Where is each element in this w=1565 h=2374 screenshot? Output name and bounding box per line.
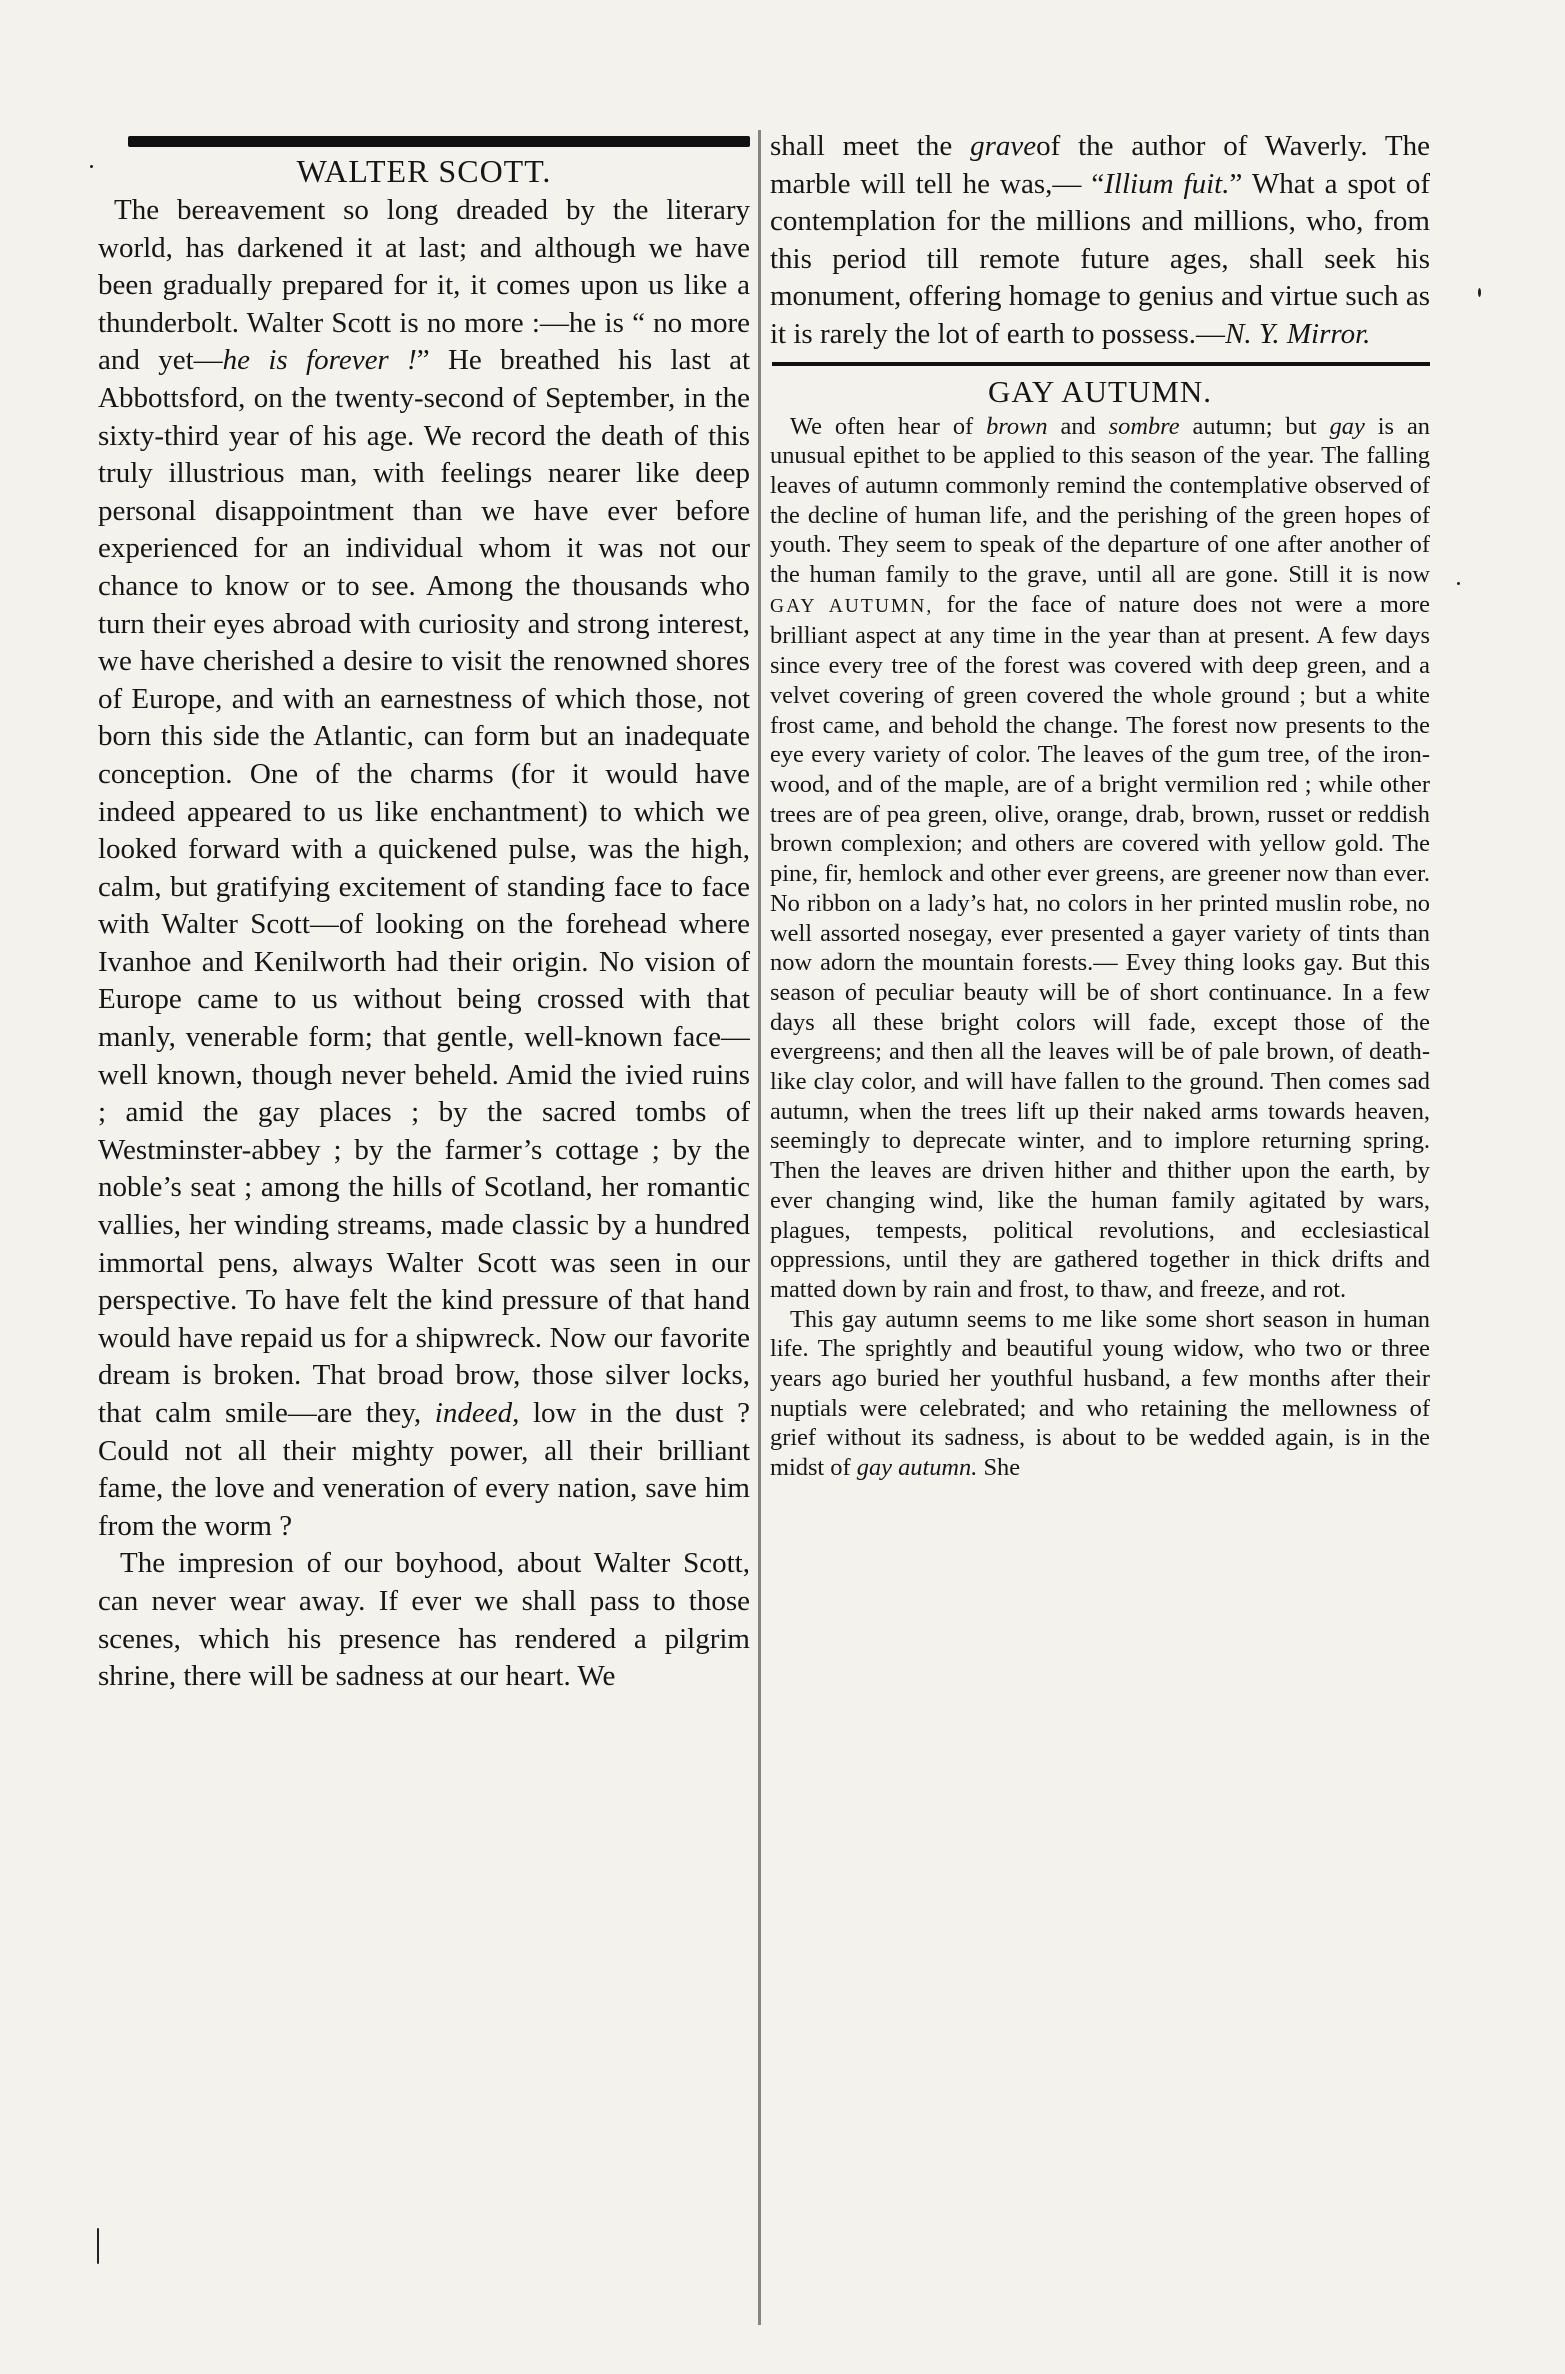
walter-scott-paragraph-2: The impresion of our boyhood, about Walter Scott, can never wear away. If ever we shall pass to those scenes, which his presence has rendered a pilgrim shrine, there will be sadness at our heart. We [98, 1547, 750, 1693]
source-signature: N. Y. Mirror. [1225, 317, 1371, 350]
print-speck [90, 165, 93, 168]
section-rule [772, 362, 1430, 366]
column-divider [758, 130, 761, 2325]
left-column [98, 128, 750, 2328]
gay-autumn-paragraph-2: This gay autumn seems to me like some short season in human life. The sprightly and beautiful young widow, who two or three years ago buried her youthful husband, a few months after their nuptials were celebrated; and who retaining the mellowness of grief without its sadness, is about to be wedded again, is in the midst of gay autumn. She [770, 1305, 1430, 1482]
gay-autumn-paragraph-1: We often hear of brown and sombre autumn; but gay is an unusual epithet to be applied to this season of the year. The falling leaves of autumn commonly remind the contemplative observed of the decline of human life, and the perishing of the green hopes of youth. They seem to speak of the departure of one after another of the human family to the grave, until all are gone. Still it is now GAY AUTUMN, for the face of nature does not were a more brilliant aspect at any time in the year than at present. A few days since every tree of the forest was covered with deep green, and a velvet covering of green covered the whole ground ; but a white frost came, and behold the change. The forest now presents to the eye every variety of color. The leaves of the gum tree, of the iron-wood, and of the maple, are of a bright vermilion red ; while other trees are of pea green, olive, orange, drab, brown, russet or reddish brown complexion; and others are covered with yellow gold. The pine, fir, hemlock and other ever greens, are greener now than ever. No ribbon on a lady’s hat, no colors in her printed muslin robe, no well assorted nosegay, ever presented a gayer variety of tints than now adorn the mountain forests.— Evey thing looks gay. But this season of peculiar beauty will be of short continuance. In a few days all these bright colors will fade, except those of the evergreens; and then all the leaves will be of pale brown, of death-like clay color, and will have fallen to the ground. Then comes sad autumn, when the trees lift up their naked arms towards heaven, seemingly to deprecate winter, and to implore returning spring. Then the leaves are driven hither and thither upon the earth, by ever changing wind, like the human family agitated by wars, plagues, tempests, political revolutions, and ecclesiastical oppressions, until they are gathered together in thick drifts and matted down by rain and frost, to thaw, and freeze, and rot. [770, 412, 1430, 1303]
print-speck [1478, 288, 1481, 297]
article-title-gay-autumn: GAY AUTUMN. [987, 373, 1212, 409]
walter-scott-continuation: shall meet the graveof the author of Waverly. The marble will tell he was,— “Illium fuit.” What a spot of contemplation for the millions and millions, who, from this period till remote future ages, shall seek his monument, offering homage to genius and virtue such as it is rarely the lot of earth to possess.—N. Y. Mirror. [770, 130, 1430, 350]
print-speck [1457, 582, 1460, 585]
right-column [770, 128, 1430, 2328]
walter-scott-paragraph-1: The bereavement so long dreaded by the literary world, has darkened it at last; and although we have been gradually prepared for it, it comes upon us like a thunderbolt. Walter Scott is no more :—he is “ no more and yet—he is forever !” He breathed his last at Abbottsford, on the twenty-second of September, in the sixty-third year of his age. We record the death of this truly illustrious man, with feelings nearer like deep personal disappointment than we have ever before experienced for an individual whom it was not our chance to know or to see. Among the thousands who turn their eyes abroad with curiosity and strong interest, we have cherished a desire to visit the renowned shores of Europe, and with an earnestness of which those, not born this side the Atlantic, can form but an inadequate conception. One of the charms (for it would have indeed appeared to us like enchantment) to which we looked forward with a quickened pulse, was the high, calm, but gratifying excitement of standing face to face with Walter Scott—of looking on the forehead where Ivanhoe and Kenilworth had their origin. No vision of Europe came to us without being crossed with that manly, venerable form; that gentle, well-known face—well known, though never beheld. Amid the ivied ruins ; amid the gay places ; by the sacred tombs of Westminster-abbey ; by the farmer’s cottage ; by the noble’s seat ; among the hills of Scotland, her romantic vallies, her winding streams, made classic by a hundred immortal pens, always Walter Scott was seen in our perspective. To have felt the kind pressure of that hand would have repaid us for a shipwreck. Now our favorite dream is broken. That broad brow, those silver locks, that calm smile—are they, indeed, low in the dust ? Could not all their mighty power, all their brilliant fame, the love and veneration of every nation, save him from the worm ? [98, 194, 750, 1542]
article-title-walter-scott: WALTER SCOTT. [296, 153, 552, 189]
title-rule [128, 136, 750, 147]
print-speck [97, 2228, 99, 2264]
